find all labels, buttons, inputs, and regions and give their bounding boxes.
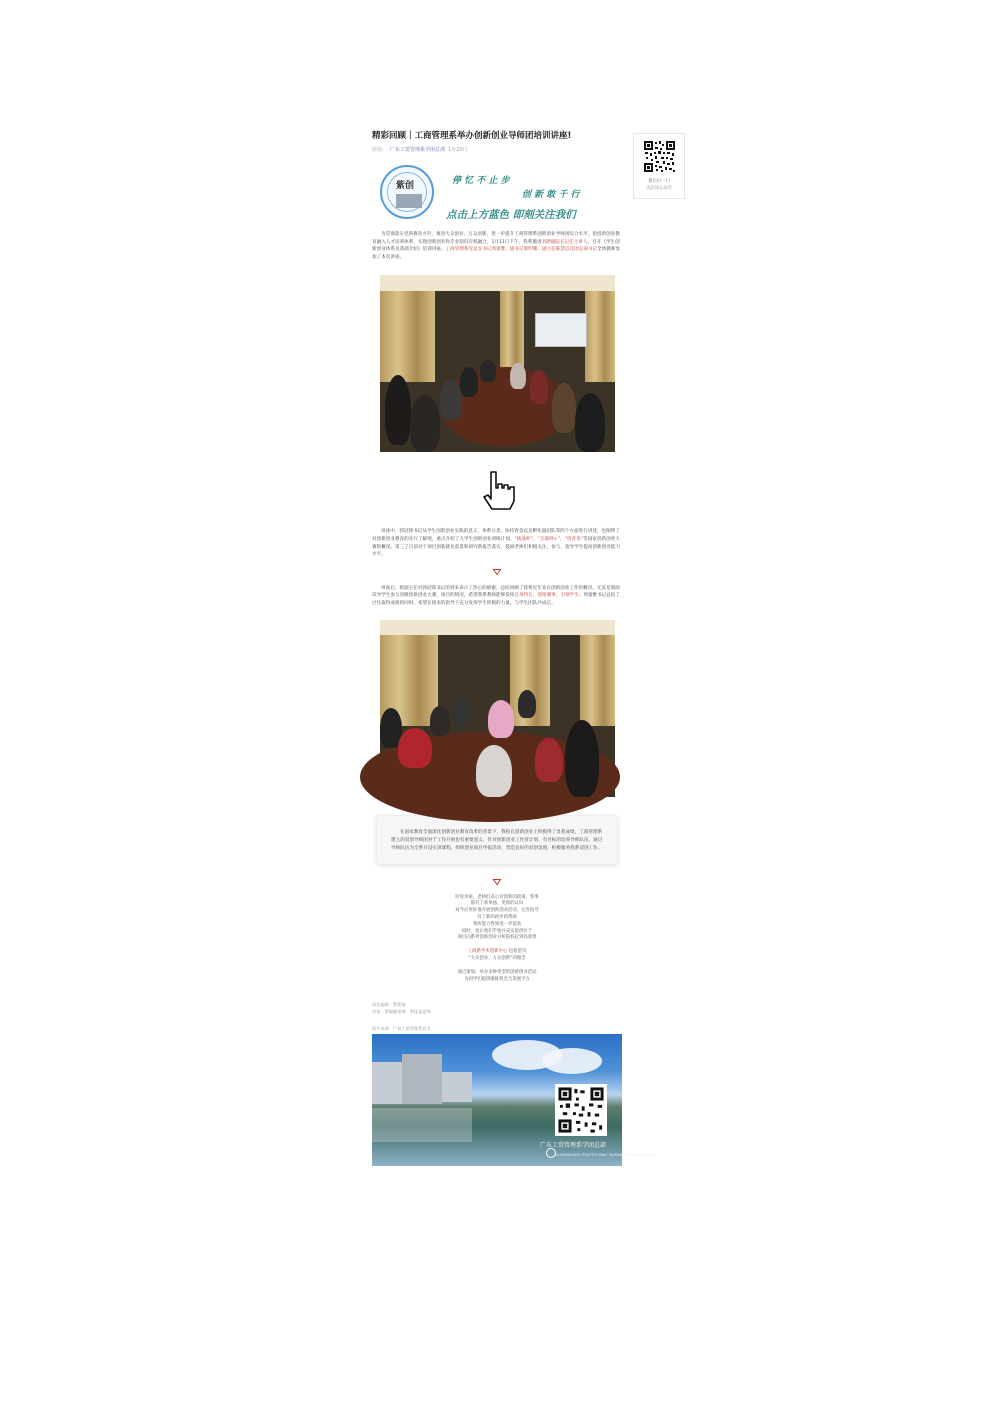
account-link[interactable]: 广东工贸管理系学团总部 [390,147,446,153]
meta-prefix: 原创： [372,147,388,153]
brand-text: 广东工贸管理系学团总部 [540,1142,607,1150]
article-meta [372,146,622,153]
seal-text: 紫创 [396,181,415,191]
closing-line: 同时，也让他们手指并充实提供位于 [461,928,533,934]
closing-line: “大众创业，万众创新”的理念 [468,955,526,961]
red-triangle-divider-icon [493,879,501,885]
brand-subtitle: GUANGDONG POLYTECHNIC BUSINESS MANAGEMENT [555,1152,657,1158]
editor-name: 罗菊菊 [392,1002,406,1008]
closing-line: 为同学们提供锻炼机会与发展平台 [464,976,530,982]
quote-box [376,815,618,865]
slogan-line2: 创 新 敢 千 行 [522,190,580,200]
slogan-line1: 停 忆 不 止 步 [452,176,510,186]
campus-qr-banner [372,1034,657,1166]
qr-code-icon [555,1084,607,1136]
lecture-photo-1 [380,275,615,452]
article-date: 1月20日 [448,147,468,153]
quote-text: 在国家教育全面深化创新创业教育改革的背景下，我校在创新创业上积极得了显著成绩，工商管理系建立的双创导师团对于工作开展也有重要意义，针对创新创业工作常计划、有目标的培养导师队伍，通过导师队伍为全系开设实训课程，组织创业项目申报活动，营造良好的双创氛围，积极服务我系双创工作。 [391,829,603,851]
closing-line: 都有了新单独、更新的认识 [470,901,524,907]
qr-caption-line1: 微信扫一扫 [648,179,670,184]
qr-caption-line2: 关注该公众号 [646,186,672,191]
follow-banner [372,163,622,231]
red-triangle-divider-icon [493,569,501,575]
school-seal-logo [380,165,434,219]
intro-paragraph: 为贯彻落实党的教育方针，推进大众创业、万众创新，进一步提升工商管理系创新创业导师团综合水平，把创新创业教育融入人才培养体系，实现创新创业和专业知识有机融合，1月11日下午，我系邀请者聘副院长记任主讲人，召开《学生创新创业体系及基础介绍》培训讲座。工商管理系党总支书记周蕾雅、副书记蔡明珊、副主任陈慧以及团总部书记全体教师参加了本次讲座。 [372,232,621,260]
follow-qr-card[interactable] [633,133,685,199]
lecture-photo-2 [380,620,615,797]
image-source: 广东工贸管理系官方 [392,1026,431,1032]
pointing-hand-icon [477,470,517,514]
closing-line: 对今后更好地开展创新创业活动，完善指导 [455,908,539,914]
closing-line: 听说讲座，老师们表示对创新的政策、誓事 [455,894,539,900]
lecture-paragraph: 讲座中，郭冠锋书记从学生创新创业实践的意义、体系分类、扶持资金以及孵化器团队等四个方面进行讲述，也阐明了对创新创业教育的先行了解现，重点介绍了大学生创新创业训练计划、“挑战杯”、“互联网+”、“创青春”等国家创新创业大赛的概况。第三了目前对于项目创新就业前景和研究新报告落实，鼓励老师们积极关注、参与、指导学生提高创新创业能力水平。 [372,529,621,558]
closing-line: 通过策划、举办多种类型的创新创业活动 [457,969,537,975]
summary-paragraph: 讲座后，蔡副主任对郭冠锋书记的到来表示了热心的感谢，总结回顾了我系近年来在创新创业工作的概况，尤其是新阅读导学生参与省级创新创业大赛，项目的情况，希望我系教师能够发挥自身特长，迎接赛事，引领学生。周蕾雅书记总结了过往取得成绩的同时，希望在接来的指导下充分发挥学生积极的力量，与学生团队共成长。 [372,585,621,606]
article [372,130,657,1166]
closing-line: 我所能力得到进一步提高 [472,921,522,927]
closing-center-line: 工商系学术创新中心 也希望享 [467,949,527,955]
article-title: 精彩回顾｜工商管理系举办创新创业导师团培训讲座! [372,131,572,141]
closing-line: 有了新的初步的帮助 [477,914,517,920]
qr-code-icon [643,140,676,173]
closing-line: 项目向系列创新创业分析院校起到高效果 [457,935,537,941]
credits: 责任编辑｜罗菊菊 审核｜罗福健老师、李佳益老师 图片来源：广东工贸管理系官方 [372,1002,431,1032]
slogan-line3: 点击上方蓝色 即刻关注我们 [446,209,576,221]
reviewer-names: 罗福健老师、李佳益老师 [384,1009,431,1015]
closing-lines [372,895,622,984]
